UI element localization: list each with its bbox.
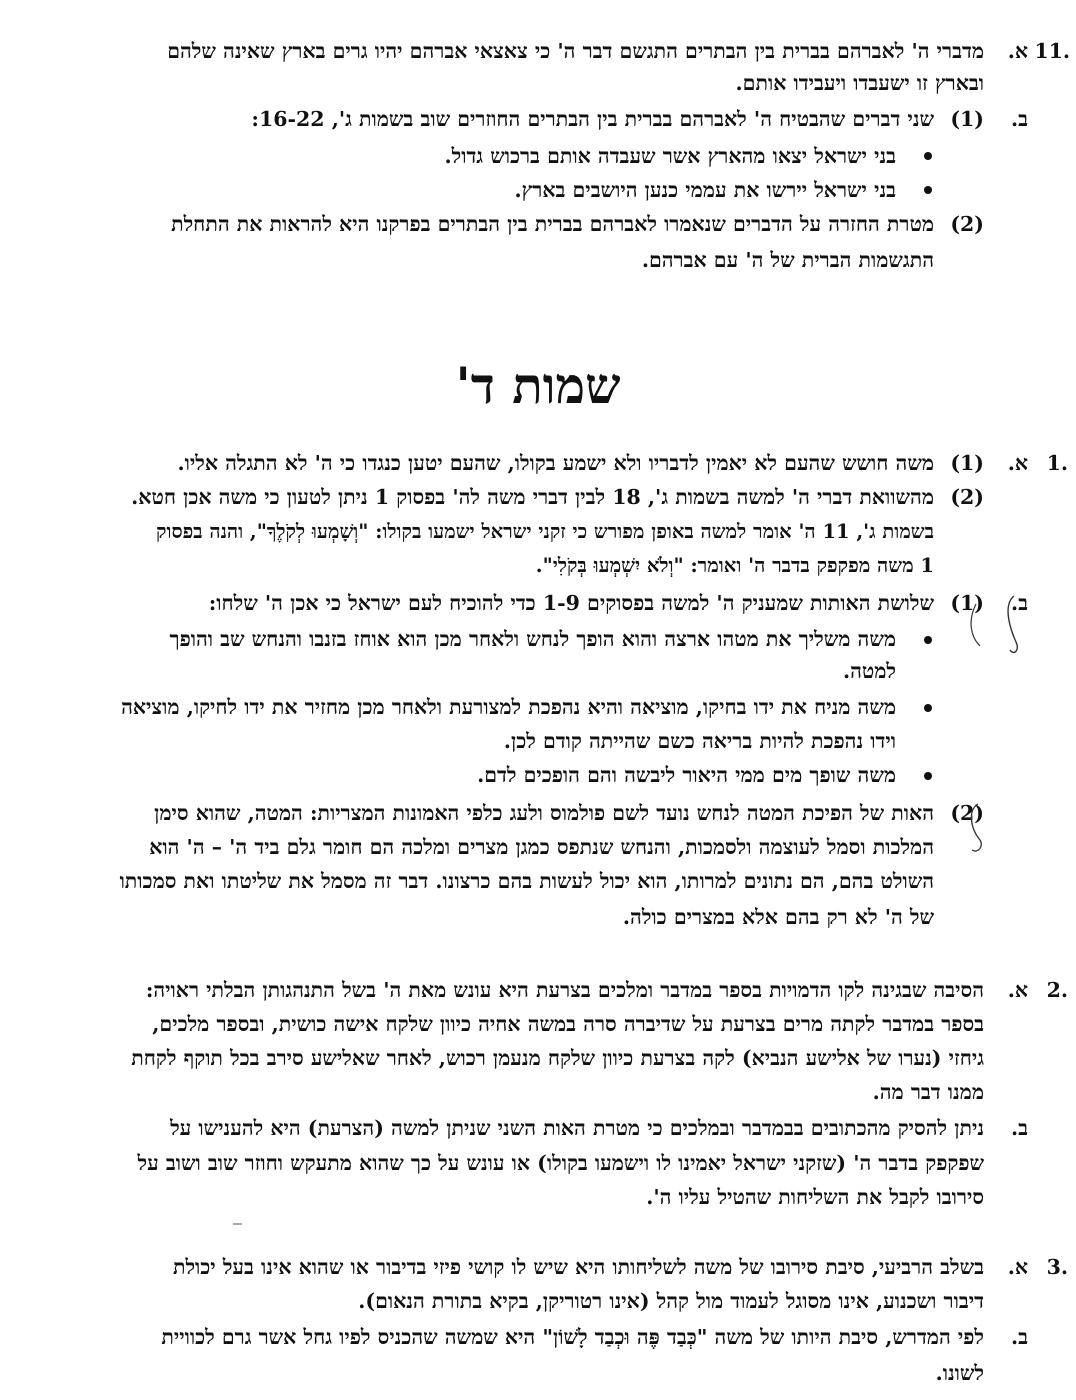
answer-line: בשמות ג', 11 ה' אומר למשה באופן מפורש כי זקני ישראל ישמעו בקולו: "וְשָׁמְעוּ לְקֹלֶךָ", והנה בפסוק [156, 520, 934, 543]
answer-line: של ה' לא רק בהם אלא במצרים כולה. [622, 905, 934, 929]
bullet-text: בני ישראל יצאו מהארץ אשר שעבדה אותם ברכוש גדול. [444, 144, 896, 168]
bullet-text: משה משליך את מטהו ארצה והוא הופך לנחש ולאחר מכן הוא אוחז בזנבו והנחש שב והופך [169, 627, 896, 651]
item-marker: ב. [1010, 107, 1028, 131]
answer-line: ובארץ זו ישעבדו ויעבידו אותם. [735, 71, 984, 95]
question-number: .11 [1034, 39, 1070, 63]
item-marker: ב. [1010, 1325, 1028, 1349]
answer-line: מהשוואת דברי ה' למשה בשמות ג', 18 לבין דברי משה לה' בפסוק 1 ניתן לטעון כי משה אכן חטא. [131, 485, 934, 509]
answer-line: שלושת האותות שמעניק ה' למשה בפסוקים 1-9 כדי להוכיח לעם ישראל כי אכן ה' שלחו: [208, 591, 934, 615]
bullet-dot [924, 704, 932, 712]
bullet-text: למטה. [842, 659, 896, 683]
answer-line: האות של הפיכת המטה לנחש נועד לשם פולמוס ולעג כלפי האמונות המצריות: המטה, שהוא סימן [154, 801, 934, 825]
sub-item-marker: (2) [950, 485, 984, 509]
answer-line: לפי המדרש, סיבת היותו של משה "כְּבַד פֶּה וּכְבַד לָשׁוֹן" היא שמשה שהכניס לפיו גחל אשר גרם לכוויית [161, 1325, 984, 1349]
answer-line: מטרת החזרה על הדברים שנאמרו לאברהם בברית בין הבתרים בפרקנו היא להראות את התחלת [171, 212, 934, 236]
item-marker: א. [1007, 39, 1028, 63]
question-number: .1 [1046, 451, 1068, 475]
sub-item-marker: (1) [950, 591, 984, 615]
answer-line: ניתן להסיק מהכתובים בבמדבר ובמלכים כי מטרת האות השני שניתן למשה (הצרעת) היא להענישו על [170, 1116, 984, 1140]
answer-line: 1 משה מפקפק בדבר ה' ואומר: "וְלֹא יִשְׁמְעוּ בְּקֹלִי". [535, 554, 934, 577]
answer-line: סירובו לקבל את השליחות שהטיל עליו ה'. [646, 1185, 984, 1209]
answer-line: התגשמות הברית של ה' עם אברהם. [641, 248, 934, 272]
answer-line: ממנו דבר מה. [872, 1080, 984, 1104]
bullet-text: משה מניח את ידו בחיקו, מוציאה והיא נהפכת למצורעת ולאחר מכן מחזיר את ידו לחיקו, מוציאה [121, 695, 896, 719]
answer-line: משה חושש שהעם לא יאמין לדבריו ולא ישמע בקולו, שהעם יטען כנגדו כי ה' לא התגלה אליו. [177, 451, 934, 475]
answer-line: לשונו. [935, 1361, 984, 1385]
answer-line: השולט בהם, הם נתונים למרותו, הוא יכול לעשות בהם כרצונו. דבר זה מסמל את שליטתו ואת סמכותו [119, 869, 934, 893]
bullet-text: וידו נהפכת להיות בריאה כשם שהייתה קודם לכן. [503, 729, 896, 753]
answer-line: הסיבה שבגינה לקו הדמויות בספר במדבר ומלכים בצרעת היא עונש מאת ה' בשל התנהגותן הבלתי ראויה: [145, 978, 984, 1002]
answer-line: בספר במדבר לקתה מרים בצרעת על שדיברה סרה במשה אחיה כיוון שלקח אישה כושית, ובספר מלכים, [152, 1012, 984, 1036]
bullet-dot [924, 186, 932, 194]
sub-item-marker: (1) [950, 107, 984, 131]
answer-line: המלכות וסמל לעוצמה ולסמכות, והנחש שנתפס כמגן מצרים ומלכה הם חומר גלם ביד ה' – ה' הוא [149, 835, 934, 859]
item-marker: א. [1007, 978, 1028, 1002]
item-marker: ב. [1010, 591, 1028, 615]
item-marker: א. [1007, 1255, 1028, 1279]
bullet-dot [924, 772, 932, 780]
bullet-dot [924, 636, 932, 644]
handwritten-mark [232, 1220, 244, 1228]
bullet-text: משה שופך מים ממי היאור ליבשה והם הופכים לדם. [477, 763, 896, 787]
item-marker: ב. [1010, 1116, 1028, 1140]
item-marker: א. [1007, 451, 1028, 475]
chapter-title: שמות ד' [455, 356, 621, 415]
question-number: .3 [1046, 1255, 1068, 1279]
bullet-text: בני ישראל יירשו את עממי כנען היושבים בארץ. [514, 178, 896, 202]
answer-line: שפקפק בדבר ה' (שזקני ישראל יאמינו לו וישמעו בקולו) או עונש על כך שהוא מתעקש וחוזר שוב ושוב על [137, 1151, 984, 1175]
sub-item-marker: (2) [950, 212, 984, 236]
answer-line: מדברי ה' לאברהם בברית בין הבתרים התגשם דבר ה' כי צאצאי אברהם יהיו גרים בארץ שאינה שלהם [167, 39, 984, 63]
answer-line: שני דברים שהבטיח ה' לאברהם בברית בין הבתרים החוזרים שוב בשמות ג', 16-22: [251, 107, 934, 131]
answer-line: גיחזי (נערו של אלישע הנביא) לקה בצרעת כיוון שלקח מנעמן רכוש, לאחר שאלישע סירב בכל תוקף לקחת [131, 1046, 984, 1070]
sub-item-marker: (1) [950, 451, 984, 475]
answer-line: דיבור ושכנוע, אינו מסוגל לעמוד מול קהל (אינו רטוריקן, בקיא בתורת הנאום). [358, 1289, 984, 1313]
handwritten-mark [956, 590, 1036, 670]
bullet-dot [924, 152, 932, 160]
sub-item-marker: (2) [950, 801, 984, 825]
handwritten-mark [948, 800, 998, 860]
question-number: .2 [1046, 978, 1068, 1002]
answer-line: בשלב הרביעי, סיבת סירובו של משה לשליחותו היא שיש לו קושי פיזי בדיבור או שהוא אינו בעל יכולת [172, 1255, 984, 1279]
